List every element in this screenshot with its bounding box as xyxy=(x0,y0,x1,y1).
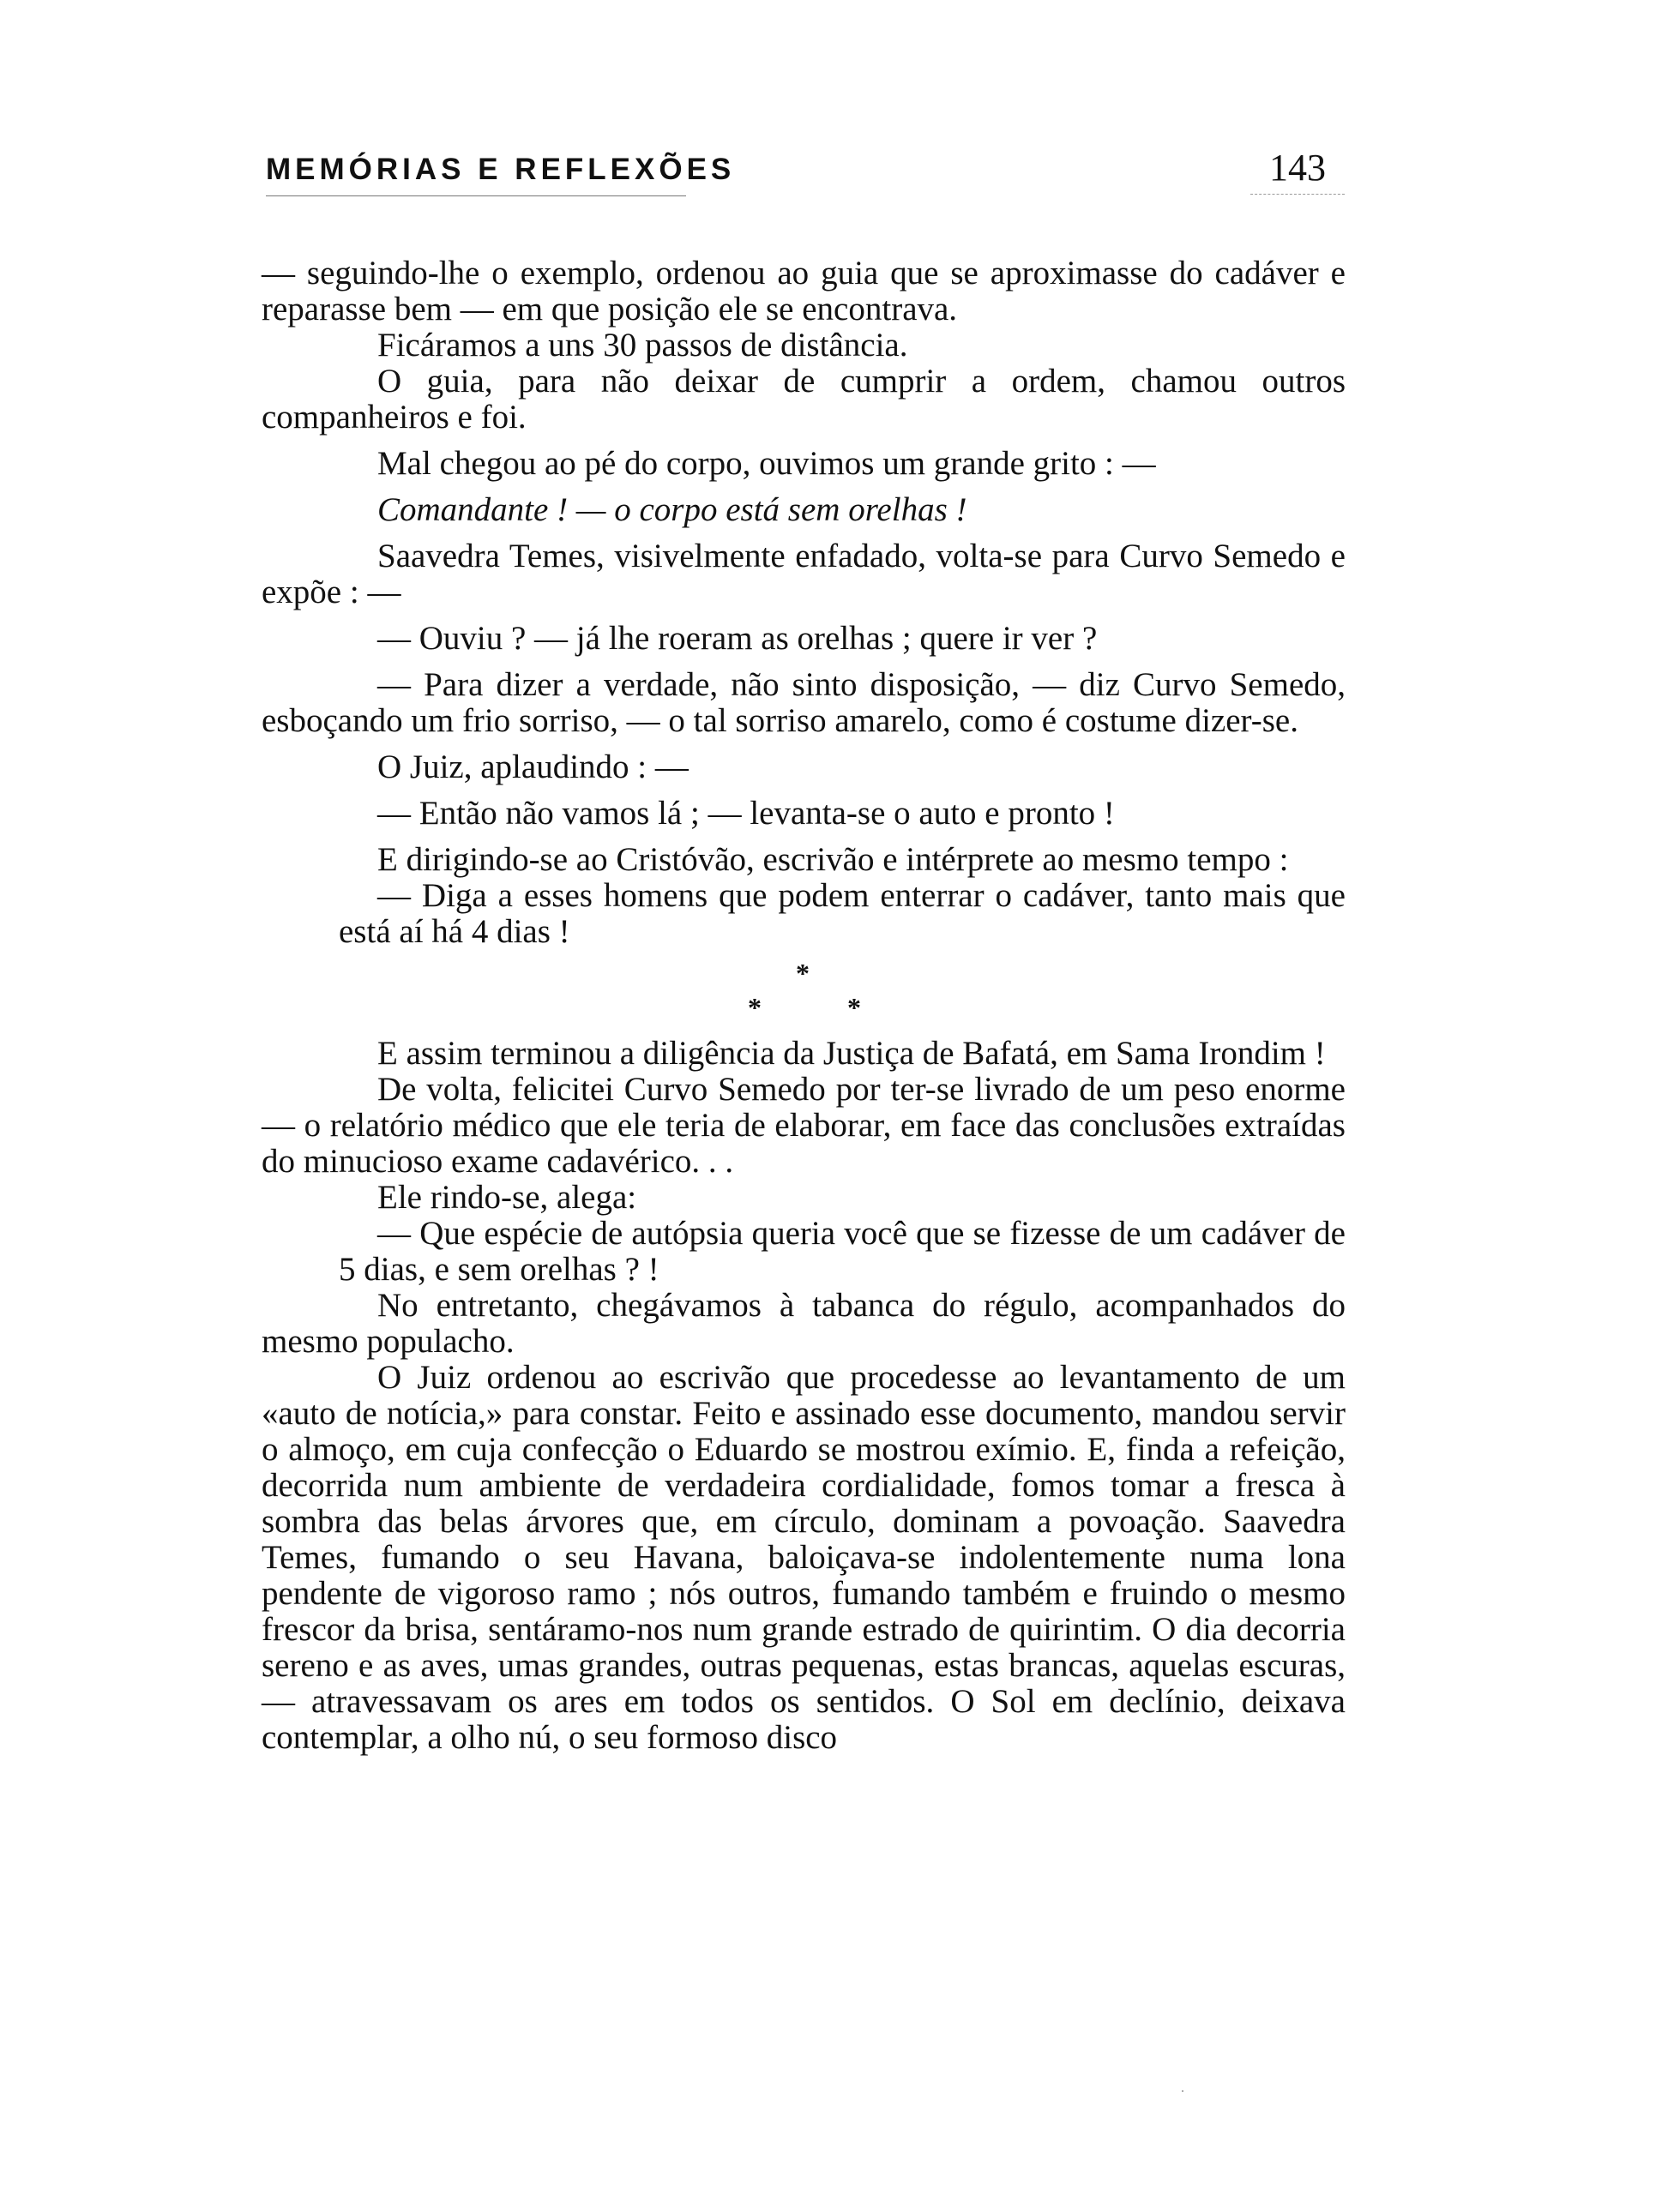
paragraph: Mal chegou ao pé do corpo, ouvimos um grande grito : — xyxy=(377,445,1156,482)
asterisk-mark: * xyxy=(796,958,810,989)
header-rule xyxy=(266,195,686,196)
paragraph: De volta, felicitei Curvo Semedo por ter-se livrado de um peso enorme — o relatório médico que ele teria de elaborar, em face das conclusões extraídas do minucioso exame cadavérico. . . xyxy=(262,1071,1346,1180)
paragraph: O Juiz, aplaudindo : — xyxy=(377,748,689,785)
paragraph: Saavedra Temes, visivelmente enfadado, volta-se para Curvo Semedo e expõe : — xyxy=(262,538,1346,610)
paragraph: O guia, para não deixar de cumprir a ordem, chamou outros companheiros e foi. xyxy=(262,363,1346,436)
paragraph: Ficáramos a uns 30 passos de distância. xyxy=(377,327,908,364)
body-text xyxy=(262,255,1346,1756)
header-rule-right xyxy=(1250,194,1345,195)
paragraph-final xyxy=(262,1360,1346,1756)
paragraph: No entretanto, chegávamos à tabanca do régulo, acompanhados do mesmo populacho. xyxy=(262,1287,1346,1360)
paragraph: E dirigindo-se ao Cristóvão, escrivão e intérprete ao mesmo tempo : xyxy=(377,841,1289,878)
asterisk-mark: * xyxy=(748,992,762,1023)
paragraph: — Para dizer a verdade, não sinto disposição, — diz Curvo Semedo, esboçando um frio sorriso, — o tal sorriso amarelo, como é costume dizer-se. xyxy=(262,666,1346,739)
page-header xyxy=(266,146,1345,197)
paragraph: Ele rindo-se, alega: xyxy=(377,1179,637,1216)
paragraph-italic-exclamation: Comandante ! — o corpo está sem orelhas ! xyxy=(377,491,967,528)
paragraph-text: O Juiz ordenou ao escrivão que procedesse ao levantamento de um «auto de notícia,» para constar. Feito e assinado esse documento, mandou servir o almoço, em cuja confecção o Eduardo se mostrou exímio. E, finda a refeição, decorrida num ambiente de verdadeira cordialidade, fomos tomar a fresca à sombra das belas árvores que, em círculo, dominam a povoação. Saavedra Temes, fumando o seu Havana, baloiçava-se indolentemente numa lona pendente de vigoroso ramo ; nós outros, fumando também e fruindo o mesmo frescor da brisa, sentáramo-nos num grande estrado de quirintim. O dia decorria sereno e as aves, umas grandes, outras pequenas, estas brancas, aquelas escuras, — atravessavam os ares em todos os sentidos. O Sol em declínio, deixava contemplar, a olho nú, o seu formoso disco xyxy=(262,1359,1346,1756)
asterisk-mark: * xyxy=(847,992,861,1023)
paragraph: — Ouviu ? — já lhe roeram as orelhas ; quere ir ver ? xyxy=(377,620,1098,657)
paragraph: — Então não vamos lá ; — levanta-se o auto e pronto ! xyxy=(377,795,1115,832)
quoted-speech: — Diga a esses homens que podem enterrar o cadáver, tanto mais que está aí há 4 dias ! xyxy=(339,877,1346,950)
section-break-asterism xyxy=(262,955,1346,1027)
page-number: 143 xyxy=(1269,147,1326,189)
scan-speck xyxy=(1182,2090,1183,2092)
paragraph: E assim terminou a diligência da Justiça de Bafatá, em Sama Irondim ! xyxy=(377,1035,1326,1072)
running-title: MEMÓRIAS E REFLEXÕES xyxy=(266,153,736,186)
quoted-speech: — Que espécie de autópsia queria você que se fizesse de um cadáver de 5 dias, e sem orelhas ? ! xyxy=(339,1215,1346,1288)
paragraph: — seguindo-lhe o exemplo, ordenou ao guia que se aproximasse do cadáver e reparasse bem — em que posição ele se encontrava. xyxy=(262,255,1346,328)
